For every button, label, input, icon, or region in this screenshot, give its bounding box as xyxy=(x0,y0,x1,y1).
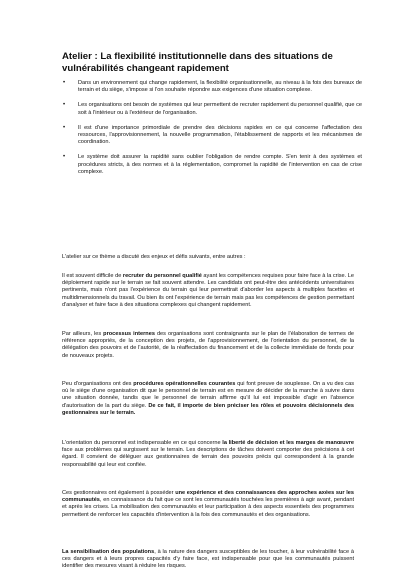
paragraph-staff-orientation xyxy=(62,440,354,469)
paragraph-emphasis: processus internes xyxy=(103,331,155,337)
paragraph-recruitment xyxy=(62,273,354,309)
paragraph-community-approaches xyxy=(62,490,354,519)
document-title: Atelier : La flexibilité institutionnelle dans des situations de vulnérabilités changeant rapidement xyxy=(62,51,333,74)
paragraph-text: Il est souvent difficile de xyxy=(62,273,123,279)
list-item xyxy=(62,154,362,176)
bullet-icon: • xyxy=(63,102,66,109)
paragraph-text: L'orientation du personnel est indispensable en ce qui concerne xyxy=(62,440,223,446)
intro-paragraph: L'atelier sur ce thème a discuté des enjeux et défis suivants, entre autres : xyxy=(62,254,246,260)
paragraph-emphasis: recruter du personnel qualifié xyxy=(122,273,202,279)
paragraph-awareness xyxy=(62,549,354,571)
bullet-icon: • xyxy=(63,124,66,131)
paragraph-internal-processes xyxy=(62,331,354,360)
paragraph-emphasis: la liberté de décision et les marges de manœuvre xyxy=(222,440,354,446)
paragraph-text: Par ailleurs, les xyxy=(62,331,104,337)
list-item-text: Les organisations ont besoin de systèmes qui leur permettent de recruter rapidement du personnel qualifié, que ce soit à l'intérieur ou à l'extérieur de l'organisation. xyxy=(78,102,362,116)
paragraph-emphasis: une expérience et des connaissances des approches axées sur les communautés xyxy=(62,490,354,504)
bullet-icon: • xyxy=(63,80,66,86)
paragraph-text: ayant les compétences requises pour faire face à la crise. Le déploiement rapide sur le terrain se fait souvent attendre. Les candidats ont peut-être des antécédents universitaires pertinents, mais n'ont pas l'expérience du terrain qui leur permettrait d'aborder les aspects à multiples facettes et multidimensionnels du travail. Ou bien ils ont l'expérience de terrain mais pas les compétences de gestion permettant d'analyser et faire face à des situations complexes qui changent rapidement. xyxy=(62,273,355,308)
list-item-text: Dans un environnement qui change rapidement, la flexibilité organisationnelle, au niveau à la fois des bureaux de terrain et du siège, s'impose si l'on souhaite répondre aux exigences d'une situation complexe. xyxy=(78,80,362,94)
paragraph-text: Ces gestionnaires ont également à posséder xyxy=(62,490,176,496)
paragraph-operational-procedures xyxy=(62,381,354,417)
paragraph-text: , à la nature des dangers susceptibles de les toucher, à leur vulnérabilité face à ces dangers et à leurs propres capacités d'y faire face, est indispensable pour que les communautés puissent identifier des mesures visant à réduire les risques. xyxy=(62,549,354,570)
paragraph-text: Peu d'organisations ont des xyxy=(62,381,134,387)
paragraph-text: qui font preuve de souplesse. On a vu des cas où le siège d'une organisation dit que le personnel de terrain est en mesure de décider de la marche à suivre dans une situation donnée, tandis que le personnel de terrain affirme qu'il lui est impossible d'agir en l'absence d'autorisation de la part du siège. xyxy=(62,381,355,409)
key-points-list xyxy=(62,80,362,184)
paragraph-text: , en connaissance du fait que ce sont les communautés touchées les premières à agir avant, pendant et après les crises. La mobilisation des communautés et leur participation à des aspects essentiels des programmes permettent de renforcer les capacités d'intervention à la fois des communautés et des organisations. xyxy=(62,497,354,518)
list-item-text: Il est d'une importance primordiale de prendre des décisions rapides en ce qui concerne l'affectation des ressources, l'approvisionnement, la nouvelle programmation, l'établissement de rapports et les mécanismes de coordination. xyxy=(78,124,362,146)
paragraph-emphasis: La sensibilisation des populations xyxy=(62,549,155,555)
paragraph-emphasis: De ce fait, il importe de bien préciser les rôles et pouvoirs décisionnels des gestionnaires sur le terrain. xyxy=(62,402,354,416)
bullet-icon: • xyxy=(63,154,66,161)
list-item-text: Le système doit assurer la rapidité sans oublier l'obligation de rendre compte. S'en tenir à des systèmes et procédures stricts, à des normes et à la réglementation, compromet la rapidité de l'intervention en cas de crise complexe. xyxy=(78,154,362,175)
list-item xyxy=(62,80,362,94)
paragraph-text: des organisations sont contraignants sur le plan de l'élaboration de termes de référence appropriés, de la conception des projets, de l'approvisionnement, de l'orientation du personnel, de la délégation des pouvoirs et de l'autorité, de la réaffectation du financement et de la collecte immédiate de fonds pour de nouveaux projets. xyxy=(62,331,354,359)
list-item xyxy=(62,125,362,147)
paragraph-text: face aux problèmes qui surgissent sur le terrain. Les descriptions de tâches doivent comporter des précisions à cet égard. Il convient de déléguer aux gestionnaires de terrain des pouvoirs précis qui correspondent à la grande responsabilité qui leur est confiée. xyxy=(62,447,354,468)
list-item xyxy=(62,102,362,116)
paragraph-emphasis: procédures opérationnelles courantes xyxy=(133,381,236,387)
